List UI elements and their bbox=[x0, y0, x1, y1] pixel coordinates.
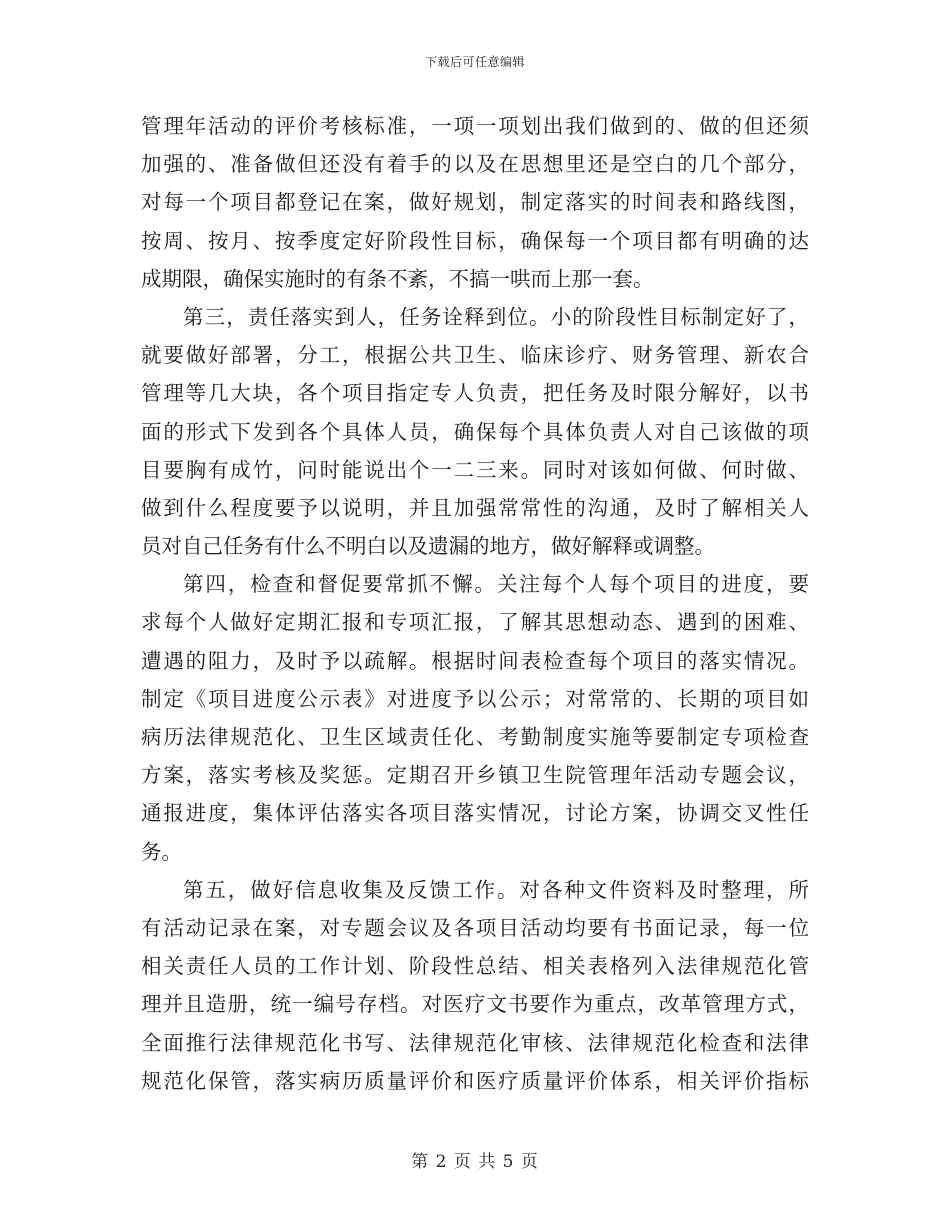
text-line: 方案，落实考核及奖惩。定期召开乡镇卫生院管理年活动专题会议， bbox=[141, 763, 809, 788]
page-number: 第 2 页 共 5 页 bbox=[411, 1152, 539, 1172]
text-line: 相关责任人员的工作计划、阶段性总结、相关表格列入法律规范化管 bbox=[141, 954, 809, 979]
text-line: 第三，责任落实到人，任务诠释到位。小的阶段性目标制定好了， bbox=[183, 304, 809, 329]
text-line: 面的形式下发到各个具体人员，确保每个具体负责人对自己该做的项 bbox=[141, 419, 809, 444]
text-line: 管理等几大块，各个项目指定专人负责，把任务及时限分解好，以书 bbox=[141, 381, 809, 406]
text-line: 做到什么程度要予以说明，并且加强常常性的沟通，及时了解相关人 bbox=[141, 495, 809, 520]
text-line: 目要胸有成竹，问时能说出个一二三来。同时对该如何做、何时做、 bbox=[141, 457, 809, 482]
text-line: 通报进度，集体评估落实各项目落实情况，讨论方案，协调交叉性任 bbox=[141, 801, 809, 826]
text-line: 按周、按月、按季度定好阶段性目标，确保每一个项目都有明确的达 bbox=[141, 228, 809, 253]
text-line: 成期限，确保实施时的有条不紊，不搞一哄而上那一套。 bbox=[141, 266, 654, 291]
text-line: 病历法律规范化、卫生区域责任化、考勤制度实施等要制定专项检查 bbox=[141, 725, 809, 749]
text-line: 规范化保管，落实病历质量评价和医疗质量评价体系，相关评价指标 bbox=[141, 1068, 809, 1093]
text-line: 第四，检查和督促要常抓不懈。关注每个人每个项目的进度，要 bbox=[183, 572, 809, 597]
document-body bbox=[141, 107, 809, 1100]
text-line: 全面推行法律规范化书写、法律规范化审核、法律规范化检查和法律 bbox=[141, 1030, 809, 1055]
text-line: 制定《项目进度公示表》对进度予以公示；对常常的、长期的项目如 bbox=[141, 686, 809, 711]
text-line: 有活动记录在案，对专题会议及各项目活动均要有书面记录，每一位 bbox=[141, 915, 809, 940]
text-line: 管理年活动的评价考核标准，一项一项划出我们做到的、做的但还须 bbox=[141, 114, 809, 138]
text-line: 理并且造册，统一编号存档。对医疗文书要作为重点，改革管理方式， bbox=[141, 992, 809, 1017]
text-line: 求每个人做好定期汇报和专项汇报，了解其思想动态、遇到的困难、 bbox=[141, 610, 809, 635]
text-line: 对每一个项目都登记在案，做好规划，制定落实的时间表和路线图， bbox=[141, 190, 809, 215]
text-line: 加强的、准备做但还没有着手的以及在思想里还是空白的几个部分， bbox=[141, 152, 809, 177]
text-line: 遭遇的阻力，及时予以疏解。根据时间表检查每个项目的落实情况。 bbox=[141, 648, 809, 673]
text-line: 就要做好部署，分工，根据公共卫生、临床诊疗、财务管理、新农合 bbox=[141, 343, 809, 368]
page-header-note: 下载后可任意编辑 bbox=[424, 55, 525, 69]
text-line: 员对自己任务有什么不明白以及遗漏的地方，做好解释或调整。 bbox=[141, 534, 715, 559]
text-line: 第五，做好信息收集及反馈工作。对各种文件资料及时整理，所 bbox=[183, 877, 809, 902]
text-line: 务。 bbox=[141, 839, 182, 864]
